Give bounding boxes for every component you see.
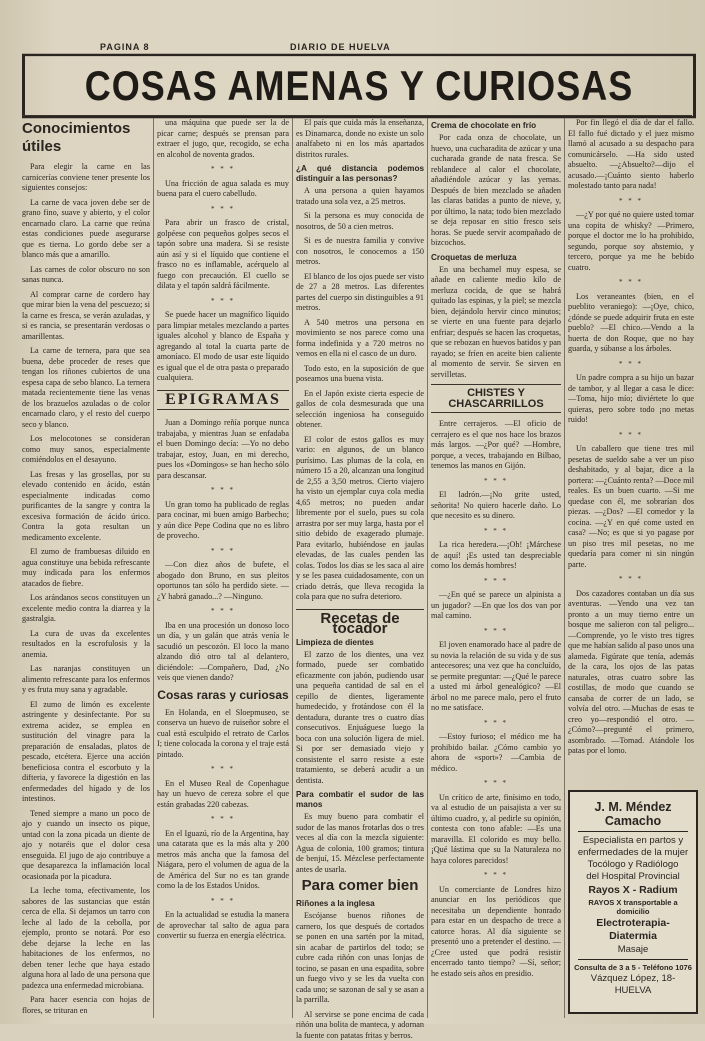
paragraph: —¿En qué se parece un alpinista a un jugador? —En que los dos van por mal camino. xyxy=(431,590,561,622)
ornament-stars: * * * xyxy=(568,196,694,207)
column-divider xyxy=(427,118,428,1018)
paragraph: Si es de nuestra familia y convive con nosotros, le conocemos a 150 metros. xyxy=(296,236,424,268)
paragraph: La leche toma, efectivamente, los sabores de las sustancias que están cerca de ella. Si dejamos un tarro con leche al lado de la cebolla, por ejemplo, pronto se notará. Por eso debe dejarse la leche en las habitaciones de los enfermos, no deben tener leche que haya estado alguna hora al lado de una persona que padezca una enfermedad microbiana. xyxy=(22,886,150,991)
paragraph: Para abrir un frasco de cristal, golpéese con pequeños golpes secos el tapón sobre una madera. Si se resiste aún así y si el líquido que contiene el frasco no es inflamable, acérquelo al fuego con precaución. El cuello se dilata y el tapón saldrá fácilmente. xyxy=(157,218,289,292)
paragraph: El país que cuida más la enseñanza, es Dinamarca, donde no existe un solo analfabeto ni en los más apartados distritos rurales. xyxy=(296,118,424,160)
chistes-body xyxy=(431,419,561,979)
distance-body xyxy=(296,186,424,603)
paragraph: Los veraneantes (bien, en el pueblito veraniego): —¡Oye, chico, ¿dónde se puede adquirir fruta en este pueblo? —El chico.—Vendo a la huerta de don Roque, que no hay guarda, y súbanse a los árboles. xyxy=(568,292,694,355)
col1-body xyxy=(22,162,150,1016)
ornament-stars: * * * xyxy=(431,476,561,487)
paragraph: Las fresas y las grosellas, por su elevado contenido en ácido, están especialmente indicadas como purificantes de la sangre y contra la excesiva formación de ácido úrico. Contra la gota resultan un medicamento excelente. xyxy=(22,470,150,544)
paragraph: Por cada onza de chocolate, un huevo, una cucharadita de azúcar y una cucharada grande de nata fresca. Se reblandece al calor el chocolate, añadiéndole azúcar y las yemas. Después de bien mezclado se añaden las claras batidas a punto de nieve, y, por último, la nata; todo bien mezclado se deja reposar en sitio fresco seis horas. Se puede servir acompañado de bizcochos. xyxy=(431,133,561,249)
paragraph: Tened siempre a mano un poco de ajo y cuando un insecto os pique, untad con la zona picada un diente de ajo y notaréis que el dolor cesa enseguida. El jugo de ajo contribuye a que desaparezca la inflamación local ocasionada por la picadura. xyxy=(22,809,150,883)
paragraph: una máquina que puede ser la de picar carne; después se prensan para extraer el jugo, que, recogido, se echa en alcohol de noventa grados. xyxy=(157,118,289,160)
ad-line: del Hospital Provincial xyxy=(574,871,692,883)
col2-notes xyxy=(157,118,289,384)
ad-line: enfermedades de la mujer xyxy=(574,847,692,859)
paragraph: Un gran tomo ha publicado de reglas para cocinar, mi buen amigo Barbecho; y aún dice Pepe Codina que no es libro de provecho. xyxy=(157,500,289,542)
paragraph: Las naranjas constituyen un alimento refrescante para los enfermos y es fruta muy sana y agradable. xyxy=(22,664,150,696)
section-title: COSAS AMENAS Y CURIOSAS xyxy=(22,54,696,118)
croquetas-body xyxy=(431,265,561,381)
paragraph: La rica heredera.—¡Oh! ¡Márchese de aquí! ¡Es usted tan despreciable como los demás hombres! xyxy=(431,540,561,572)
ad-divider xyxy=(578,959,688,960)
cosas-raras-body xyxy=(157,708,289,942)
paragraph: A una persona a quien hayamos tratado una sola vez, a 25 metros. xyxy=(296,186,424,207)
ornament-stars: * * * xyxy=(431,526,561,537)
paragraph: En el Iguazú, río de la Argentina, hay una catarata que es la más alta y 200 metros más ancha que la famosa del Niágara, pero el volumen de agua de la de América del Sur no es tan grande como la de los Estados Unidos. xyxy=(157,829,289,892)
sudor-heading: Para combatir el sudor de las manos xyxy=(296,790,424,810)
column-divider xyxy=(153,118,154,1018)
dientes-body xyxy=(296,650,424,787)
col1-heading: Conocimientos útiles xyxy=(22,120,150,156)
paragraph: Un crítico de arte, finísimo en todo, va al estudio de un paisajista a ver su último cuadro, y, al pedirle su opinión, contesta con tono afable: —Es una maravilla. El colorido es muy bello. ¡Qué lástima que su la Naturaleza no haya colores parecidos! xyxy=(431,793,561,867)
paragraph: Por fin llegó el día de dar el fallo. El fallo fué dictado y el juez mismo llamó al acusado a su despacho para comunicárselo. —Ha sido usted absuelto. —¿Absuelto?—dijo el acusado.—¡Cuánto siento haberlo molestado tanto para nada! xyxy=(568,118,694,192)
paragraph: Entre cerrajeros. —El oficio de cerrajero es el que nos hace los brazos más largos. —¿Por qué? —Hombre, porque, a veces, trabajando en Bilbao, tenemos las manos en Gijón. xyxy=(431,419,561,472)
ornament-stars: * * * xyxy=(157,164,289,175)
ornament-stars: * * * xyxy=(157,485,289,496)
col5-body xyxy=(568,118,694,757)
paragraph: Para elegir la carne en las carnicerías conviene tener presente los siguientes consejos: xyxy=(22,162,150,194)
ornament-stars: * * * xyxy=(157,814,289,825)
paragraph: Escójanse buenos riñones de carnero, los que después de cortados se ponen en una sartén por la mitad, sin acabar de partirlos del todo; se cubre cada riñón con unas lonjas de tocino, se pasan en una espadita, sobre un fuego vivo y se les da vuelta con cada uno; se sazonan de sal y se asan a la parrilla. xyxy=(296,911,424,1006)
distance-heading: ¿A qué distancia podemos distinguir a las personas? xyxy=(296,164,424,184)
paragraph: En una bechamel muy espesa, se añade en caliente medio kilo de merluza cocida, de que se habrá quitado las espinas, y la piel; se mezcla bien, dejándolo hervir cinco minutos; se vierte en una fuente para dejarlo enfriar; después se hacen las croquetas, que se rebozan en huevos batidos y pan rayado; se fríen en aceite bien caliente al momento de servir. Se sirven en servilletas. xyxy=(431,265,561,381)
ornament-stars: * * * xyxy=(157,204,289,215)
ad-line: Tocólogo y Radiólogo xyxy=(574,859,692,871)
paragraph: —¿Y por qué no quiere usted tomar una copita de whisky? —Primero, porque el doctor me lo ha prohibido, segundo, porque soy abstemio, y tercero, porque ya me he bebido cuatro. xyxy=(568,210,694,273)
paragraph: Los melocotones se consideran como muy sanos, especialmente comiéndolos en el desayuno. xyxy=(22,434,150,466)
paragraph: A 540 metros una persona en movimiento se nos parece como una forma indefinida y a 720 metros no vemos en ella ni el casco de un duro. xyxy=(296,318,424,360)
column-5 xyxy=(568,118,694,784)
paragraph: En Holanda, en el Sloepmuseo, se conserva un huevo de ruiseñor sobre el cual está esculpido el retrato de Carlos I; tiene colocada la corona y el traje está pintado. xyxy=(157,708,289,761)
recetas-heading: Recetas de tocador xyxy=(296,609,424,635)
sudor-body xyxy=(296,812,424,875)
paragraph: —Estoy furioso; el médico me ha prohibido bailar. ¿Cómo cambio yo ahora de «sport»? —Cambia de médico. xyxy=(431,732,561,774)
paragraph: Un padre compra a su hijo un bazar de tambor, y al llegar a casa le dice: —Toma, hijo mío; diviértete lo que quieras, pero sobre todo ¡no metas ruido! xyxy=(568,373,694,426)
paragraph: El zarzo de los dientes, una vez formado, puede ser combatido eficazmente con jabón, pudiendo usar una pequeña cantidad de sal en el cepillo de dientes, ligeramente humedecido, y frotándose con él la dentadura, durante tres o cuatro días consecutivos. Enjuáguese luego la boca con una solución ligera de miel. Si por ser demasiado viejo y consistente el sarro resiste a este tratamiento, se deberá acudir a un dentista. xyxy=(296,650,424,787)
ornament-stars: * * * xyxy=(157,296,289,307)
ornament-stars: * * * xyxy=(431,576,561,587)
title-rule xyxy=(22,115,692,116)
page-header xyxy=(100,40,675,54)
paragraph: Todo esto, en la suposición de que poseamos una buena vista. xyxy=(296,364,424,385)
ornament-stars: * * * xyxy=(431,870,561,881)
paragraph: La carne de ternera, para que sea buena, debe proceder de reses que tengan los riñones cubiertos de una espesa capa de sebo blanco. La ternera matada recientemente tiene las venas de los brazuelos azuladas o de color encarnado claro, y el resto del cuerpo seco y blanco. xyxy=(22,346,150,430)
epigramas-body xyxy=(157,418,289,684)
paragraph: Iba en una procesión un donoso loco un día, y un galán que atrás venía le sacudió un pescozón. El loco la mano alzando dió otro tal al delantero, diciéndole: —Compañero, Dad, ¿No veis que vienen dando? xyxy=(157,621,289,684)
ornament-stars: * * * xyxy=(157,764,289,775)
paragraph: Dos cazadores contaban un día sus aventuras. —Yendo una vez tan pronto a un muy tierno entre un bosque me salieron con tal peligro... —Comprende, yo le visto tres tigres que me habían salido al paso unos una alameda. Figúrate que tenía, además de la cara, los ojos de las patas naturales, otras cuatro sobre las costillas, de modo que cuando se cansaba de correr de un lado, se volvía del otro. —Muchas de esas te creo yo—respondió el otro. —¿Cómo?—pregunté el primero, asombrado. —Tomad. Atándole los patas por el lomo. xyxy=(568,589,694,757)
ad-divider xyxy=(578,831,688,832)
ad-transport: RAYOS X transportable a domicilio xyxy=(574,898,692,916)
ornament-stars: * * * xyxy=(568,359,694,370)
ornament-stars: * * * xyxy=(568,277,694,288)
ad-masaje: Masaje xyxy=(574,944,692,956)
paragraph: Un comerciante de Londres hizo anunciar en los periódicos que necesitaba un dependiente honrado para estar en un despacho de trece a catorce horas. Al día siguiente se presentó uno a pretender el destino. —¿Cree usted que podrá resistir encerrado tanto tiempo? —Sí, señor; he estado seis años en presidio. xyxy=(431,885,561,980)
ornament-stars: * * * xyxy=(431,778,561,789)
paragraph: El joven enamorado hace al padre de su novia la relación de su vida y de sus antecesores; una vez que ha concluído, se permite preguntar: —¿Qué le parece a usted mi árbol genealógico? —El árbol no me parece malo, pero el fruto no me satisface. xyxy=(431,640,561,714)
paragraph: Si la persona es muy conocida de nosotros, de 50 a cien metros. xyxy=(296,211,424,232)
rinones-heading: Riñones a la inglesa xyxy=(296,899,424,909)
paragraph: En la actualidad se estudia la manera de aprovechar tal salto de agua para convertir su fuerza en energía eléctrica. xyxy=(157,910,289,942)
ad-address: Vázquez López, 18-HUELVA xyxy=(574,973,692,997)
paragraph: El ladrón.—¡No grite usted, señorita! No quiero hacerle daño. Lo que necesito es su dinero. xyxy=(431,490,561,522)
cosas-raras-heading: Cosas raras y curiosas xyxy=(157,688,289,702)
ornament-stars: * * * xyxy=(157,896,289,907)
newspaper-name: DIARIO DE HUELVA xyxy=(290,42,391,52)
epigramas-heading: EPIGRAMAS xyxy=(157,390,289,411)
paragraph: Al comprar carne de cordero hay que mirar bien la vena del pescuezo; si la carne es fresca, se verán azuladas, y si es rancia, se presentarán verdosas o amarillentas. xyxy=(22,290,150,343)
paragraph: Un caballero que tiene tres mil pesetas de sueldo sabe a ver un piso deshabitado, y al bajar, dice a la portera: —¿Cuánto renta? —Doce mil reales. Es un buen cuarto. —Si me quedase con él, me sobrarían dos piezas. —¿Dos? —El comedor y la cocina. —¿Y en qué come usted en casa? —No; es que si yo pagase por un piso tres mil pesetas, no me quedaría para comer ni sin ningún parte. xyxy=(568,444,694,570)
ornament-stars: * * * xyxy=(431,626,561,637)
page-number: PAGINA 8 xyxy=(100,42,150,52)
paragraph: Se puede hacer un magnífico líquido para limpiar metales mezclando a partes iguales alcohol y blanco de España y agregando al total la cuarta parte de amoníaco. El modo de usar este líquido es igual que el de otra pasta o preparado cualquiera. xyxy=(157,310,289,384)
ad-rayos: Rayos X - Radium xyxy=(574,884,692,897)
ornament-stars: * * * xyxy=(157,546,289,557)
column-divider xyxy=(292,118,293,1018)
ad-line: Especialista en partos y xyxy=(574,835,692,847)
paragraph: Una fricción de agua salada es muy buena para el cuero cabelludo. xyxy=(157,179,289,200)
paragraph: Los arándanos secos constituyen un excelente medio contra la diarrea y la gastralgia. xyxy=(22,593,150,625)
ornament-stars: * * * xyxy=(568,574,694,585)
paragraph: —Con diez años de bufete, el abogado don Bruno, en sus pleitos oportunos tan sólo ha perdido siete. —¿Y habrá ganado...? —Ninguno. xyxy=(157,560,289,602)
paragraph: Al servirse se pone encima de cada riñón una bolita de manteca, y adornan la fuente con patatas fritas y berros. xyxy=(296,1010,424,1041)
paragraph: El zumo de limón es excelente astringente y desinfectante. Por su extrema acidez, se emplea en sustitución del vinagre para la preparación de ensaladas, platos de pescado, etcétera. Ejerce una acción beneficiosa contra el escorbuto y la difteria, y favorece la digestión en las enfermedades del hígado y de los intestinos. xyxy=(22,700,150,805)
chocolate-body xyxy=(431,133,561,249)
paragraph: Es muy bueno para combatir el sudor de las manos frotarlas dos o tres veces al día con la mezcla siguiente: Agua de colonia, 100 gramos; tintura de benjuí, 15. Mézclese perfectamente antes de usarla. xyxy=(296,812,424,875)
column-divider xyxy=(564,118,565,1018)
paragraph: Para hacer esencia con hojas de flores, se trituran en xyxy=(22,995,150,1016)
rinones-body xyxy=(296,911,424,1041)
column-2 xyxy=(157,118,289,1018)
column-1 xyxy=(22,118,150,1018)
dientes-heading: Limpieza de dientes xyxy=(296,638,424,648)
chocolate-heading: Crema de chocolate en frío xyxy=(431,121,561,131)
paragraph: Juan a Domingo reñía porque nunca trabajaba, y mientras Juan se enfadaba el buen Domingo decía: —Yo no debo trabajar, estoy, Juan, en mi derecho, pues los «Domingos» se han hecho sólo para descansar. xyxy=(157,418,289,481)
paragraph: El color de estos gallos es muy vario: en algunos, de un blanco purísimo. Las plumas de la cola, en número 15 a 20, alcanzan una longitud de 2,55 a 3,50 metros. Cierto viajero ha visto un ejemplar cuya cola media 4,65 metros; no pueden andar libremente por el suelo, pues su cola arrastra por ser muy larga, hasta por el sitio debido de exagerado plumaje. Para evitarlo, hubiéndose en jaulas elevadas, de las cuales penden las colas. Todos los días se les saca al aire y se les pasea cuidadosamente, con un criado detrás, que lleva recogida la cola para que no sufra deterioro. xyxy=(296,435,424,603)
ornament-stars: * * * xyxy=(157,606,289,617)
ad-electro: Electroterapia-Diatermia xyxy=(574,917,692,943)
col3-intro xyxy=(296,118,424,160)
paragraph: La cura de uvas da excelentes resultados en la escrofulosis y la anemia. xyxy=(22,629,150,661)
paragraph: En el Japón existe cierta especie de gallos de cola desmesurada que una selección ingeniosa ha conseguido obtener. xyxy=(296,389,424,431)
ad-consulta: Consulta de 3 a 5 - Teléfono 1076 xyxy=(574,963,692,972)
comer-heading: Para comer bien xyxy=(296,879,424,893)
ornament-stars: * * * xyxy=(431,718,561,729)
ornament-stars: * * * xyxy=(568,430,694,441)
doctor-advertisement xyxy=(568,790,698,1014)
paragraph: El zumo de frambuesas diluido en agua constituye una bebida refrescante muy indicada para los enfermos atacados de fiebre. xyxy=(22,547,150,589)
paragraph: Las carnes de color obscuro no son sanas nunca. xyxy=(22,265,150,286)
paragraph: En el Museo Real de Copenhague hay un huevo de cereza sobre el que están grabadas 220 cabezas. xyxy=(157,779,289,811)
paragraph: El blanco de los ojos puede ser visto de 27 a 28 metros. Las diferentes partes del cuerpo sin distinguibles a 91 metros. xyxy=(296,272,424,314)
chistes-heading: CHISTES Y CHASCARRILLOS xyxy=(431,384,561,413)
croquetas-heading: Croquetas de merluza xyxy=(431,253,561,263)
column-3 xyxy=(296,118,424,1018)
paragraph: La carne de vaca joven debe ser de grano fino, suave y abierto, y el color encarnado claro. La carne que reúna estas condiciones puede asegurarse que es tierna. Lo gordo debe ser a blanco más que a amarillo. xyxy=(22,198,150,261)
column-4 xyxy=(431,118,561,1018)
ad-doctor-name: J. M. Méndez Camacho xyxy=(570,800,696,828)
